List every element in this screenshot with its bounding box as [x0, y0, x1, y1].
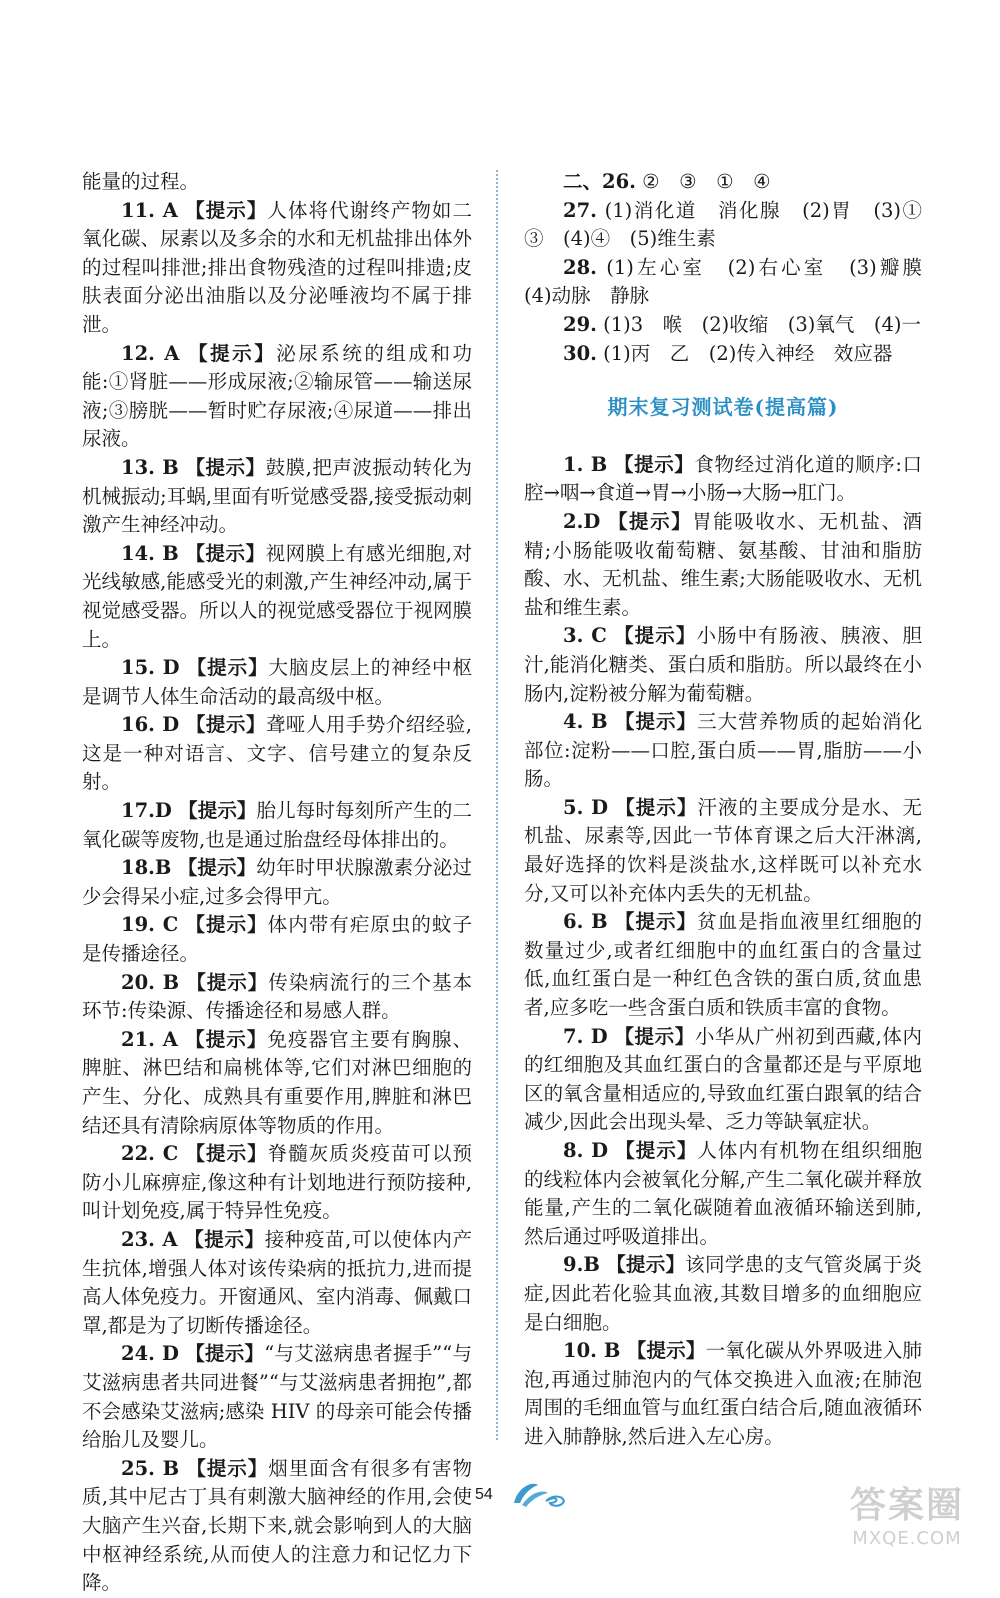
hint-label: 【提示】: [185, 1142, 268, 1166]
answer-text: (1)左心室 (2)右心室 (3)瓣膜 (4)动脉 静脉: [524, 255, 942, 308]
answer-text: 泌尿系统的组成和功能:①肾脏——形成尿液;②输尿管——输送尿液;③膀胱——暂时贮存尿液;④尿道——排出尿液。: [82, 341, 472, 451]
hint-label: 【提示】: [608, 509, 693, 533]
answer-item: [524, 1023, 922, 1137]
answer-text: 一氧化碳从外界吸进入肺泡,再通过肺泡内的气体交换进入血液;在肺泡周围的毛细血管与血红蛋白结合后,随血液循环进入肺静脉,然后进入左心房。: [524, 1339, 922, 1448]
answer-number: 9.B: [563, 1253, 600, 1277]
answer-number: 14. B: [121, 541, 179, 565]
answer-item: [524, 340, 922, 369]
answer-item: [524, 1337, 922, 1451]
answer-text: 烟里面含有很多有害物质,其中尼古丁具有刺激大脑神经的作用,会使大脑产生兴奋,长期下来,就会影响到人的大脑中枢神经系统,从而使人的注意力和记忆力下降。: [82, 1456, 472, 1595]
hint-label: 【提示】: [614, 452, 695, 476]
answer-item: [524, 622, 922, 708]
answer-item: [524, 1251, 922, 1337]
answer-number: 22. C: [121, 1142, 179, 1166]
watermark-logo: [832, 1484, 982, 1560]
answer-number: 6. B: [563, 910, 608, 934]
answer-item: [82, 340, 472, 454]
hint-label: 【提示】: [185, 198, 268, 222]
answer-item: [524, 168, 922, 197]
answer-text: 免疫器官主要有胸腺、脾脏、淋巴结和扁桃体等,它们对淋巴细胞的产生、分化、成熟具有重要作用,脾脏和淋巴结还具有清除病原体等物质的作用。: [82, 1027, 472, 1137]
answer-number: 25. B: [121, 1456, 180, 1480]
answer-item: [82, 911, 472, 968]
answer-number: 4. B: [563, 710, 608, 734]
hint-label: 【提示】: [614, 1024, 695, 1048]
answer-text: 聋哑人用手势介绍经验,这是一种对语言、文字、信号建立的复杂反射。: [82, 713, 472, 794]
answer-text: 贫血是指血液里红细胞的数量过少,或者红细胞中的血红蛋白的含量过低,血红蛋白是一种红色含铁的蛋白质,贫血患者,应多吃一些含蛋白质和铁质丰富的食物。: [524, 910, 922, 1020]
answer-text: 食物经过消化道的顺序:口腔→咽→食道→胃→小肠→大肠→肛门。: [524, 452, 922, 505]
hint-label: 【提示】: [614, 710, 698, 734]
answer-number: 二、26.: [563, 170, 636, 193]
answer-number: 18.B: [121, 856, 172, 880]
answer-number: 28.: [563, 255, 597, 279]
answer-item: [524, 1137, 922, 1251]
answer-number: 27.: [563, 198, 597, 222]
answer-item: [82, 711, 472, 797]
answer-text: 幼年时甲状腺激素分泌过少会得呆小症,过多会得甲亢。: [82, 856, 472, 908]
answer-item: [524, 311, 922, 340]
answer-item: [524, 794, 922, 908]
answer-number: 3. C: [563, 624, 607, 648]
answer-item: [82, 854, 472, 911]
right-column: [524, 168, 942, 1452]
answer-number: 30.: [563, 341, 597, 365]
hint-label: 【提示】: [615, 1139, 698, 1162]
answer-number: 23. A: [121, 1227, 178, 1251]
hint-label: 【提示】: [178, 799, 257, 823]
answer-text: (1)丙 乙 (2)传入神经 效应器: [603, 341, 893, 365]
answer-text: 人体将代谢终产物如二氧化碳、尿素以及多余的水和无机盐排出体外的过程叫排泄;排出食物残渣的过程叫排遗;皮肤表面分泌出油脂以及分泌唾液均不属于排泄。: [82, 198, 473, 336]
answer-text: (1)3 喉 (2)收缩 (3)氧气 (4)一: [603, 312, 922, 336]
answer-number: 11. A: [121, 198, 178, 222]
answer-number: 12. A: [121, 341, 180, 365]
hint-label: 【提示】: [185, 541, 266, 565]
answer-number: 13. B: [121, 455, 179, 479]
answer-number: 24. D: [121, 1342, 179, 1366]
hint-label: 【提示】: [186, 656, 269, 680]
hint-label: 【提示】: [614, 624, 697, 648]
hint-label: 【提示】: [177, 856, 257, 880]
watermark-sub: MXQE.COM: [852, 1528, 962, 1549]
answer-number: 5. D: [563, 795, 609, 819]
answer-text: 鼓膜,把声波振动转化为机械振动;耳蜗,里面有听觉感受器,接受振动刺激产生神经冲动。: [82, 455, 473, 537]
hint-label: 【提示】: [185, 1342, 265, 1366]
answer-item: [524, 508, 922, 622]
page-number: 54: [475, 1486, 493, 1503]
section-title: 期末复习测试卷(提高篇): [607, 395, 839, 420]
answer-text: 体内带有疟原虫的蚊子是传播途径。: [82, 913, 472, 966]
answer-number: 2.D: [563, 509, 601, 533]
column-divider: [496, 170, 498, 1440]
answer-number: 8. D: [563, 1139, 609, 1162]
leaf-ornament-icon: [508, 1477, 572, 1511]
answer-text: 大脑皮层上的神经中枢是调节人体生命活动的最高级中枢。: [82, 656, 473, 708]
hint-label: 【提示】: [185, 913, 268, 937]
hint-label: 【提示】: [626, 1339, 706, 1363]
answer-text: 脊髓灰质炎疫苗可以预防小儿麻痹症,像这种有计划地进行预防接种,叫计划免疫,属于特异性免疫。: [82, 1142, 472, 1223]
answer-item: [524, 197, 942, 254]
hint-label: 【提示】: [186, 1456, 269, 1480]
watermark-main: 答案圈: [849, 1485, 964, 1526]
answer-text: 该同学患的支气管炎属于炎症,因此若化验其血液,其数目增多的血细胞应是白细胞。: [524, 1253, 922, 1334]
answer-text: 胎儿每时每刻所产生的二氧化碳等废物,也是通过胎盘经母体排出的。: [82, 799, 472, 851]
answer-item: [82, 1140, 472, 1226]
answer-number: 20. B: [121, 970, 180, 994]
answer-text: 小肠中有肠液、胰液、胆汁,能消化糖类、蛋白质和脂肪。所以最终在小肠内,淀粉被分解为葡萄糖。: [524, 624, 922, 705]
answer-text: 接种疫苗,可以使体内产生抗体,增强人体对该传染病的抵抗力,进而提高人体免疫力。开窗通风、室内消毒、佩戴口罩,都是为了切断传播途径。: [82, 1227, 473, 1337]
answer-item: [82, 1340, 472, 1454]
hint-label: 【提示】: [188, 341, 277, 365]
answer-number: 7. D: [563, 1024, 608, 1048]
hint-label: 【提示】: [185, 455, 266, 479]
answer-text: 人体内有机物在组织细胞的线粒体内会被氧化分解,产生二氧化碳并释放能量,产生的二氧化碳随着血液循环输送到肺,然后通过呼吸道排出。: [524, 1139, 922, 1248]
answer-text: 传染病流行的三个基本环节:传染源、传播途径和易感人群。: [82, 970, 472, 1023]
answer-text: “与艾滋病患者握手”“与艾滋病患者共同进餐”“与艾滋病患者拥抱”,都不会感染艾滋病;感染 HIV 的母亲可能会传播给胎儿及婴儿。: [82, 1342, 472, 1452]
answer-number: 16. D: [121, 713, 180, 737]
answer-item: [82, 197, 472, 340]
answer-block-part2: [524, 168, 942, 368]
answer-text: 汗液的主要成分是水、无机盐、尿素等,因此一节体育课之后大汗淋漓,最好选择的饮料是淡盐水,这样既可以补充水分,又可以补充体内丢失的无机盐。: [524, 795, 922, 905]
left-column: [82, 168, 472, 1598]
answer-item: [82, 1026, 472, 1140]
answer-number: 21. A: [121, 1027, 178, 1051]
answer-item: [524, 708, 922, 794]
answer-item: [82, 1226, 472, 1340]
hint-label: 【提示】: [615, 795, 698, 819]
answer-text: 能量的过程。: [82, 170, 200, 193]
hint-label: 【提示】: [614, 910, 698, 934]
answer-number: 1. B: [563, 452, 608, 476]
hint-label: 【提示】: [185, 1027, 268, 1051]
hint-label: 【提示】: [186, 970, 269, 994]
answer-text: 胃能吸收水、无机盐、酒精;小肠能吸收葡萄糖、氨基酸、甘油和脂肪酸、水、无机盐、维生素;大肠能吸收水、无机盐和维生素。: [524, 509, 922, 619]
answer-item: [524, 451, 922, 508]
hint-label: 【提示】: [184, 1227, 265, 1251]
answer-text: ② ③ ① ④: [642, 170, 771, 193]
hint-label: 【提示】: [185, 713, 266, 737]
answer-number: 19. C: [121, 913, 179, 937]
answer-item: [82, 1455, 472, 1598]
answer-item: [524, 254, 942, 311]
answer-number: 29.: [563, 312, 597, 336]
answer-item: [82, 540, 472, 654]
answer-number: 10. B: [563, 1339, 621, 1363]
answer-item: [82, 969, 472, 1026]
answer-text: 三大营养物质的起始消化部位:淀粉——口腔,蛋白质——胃,脂肪——小肠。: [524, 710, 922, 791]
answer-block-final-review: [524, 451, 922, 1452]
answer-item: [82, 168, 472, 197]
answer-item: [524, 908, 922, 1022]
answer-text: 小华从广州初到西藏,体内的红细胞及其血红蛋白的含量都还是与平原地区的氧含量相适应的,导致血红蛋白跟氧的结合减少,因此会出现头晕、乏力等缺氧症状。: [524, 1024, 922, 1134]
answer-item: [82, 654, 472, 711]
answer-item: [82, 797, 472, 854]
answer-text: (1)消化道 消化腺 (2)胃 (3)① ③ (4)④ (5)维生素: [524, 198, 942, 251]
answer-item: [82, 454, 472, 540]
answer-text: 视网膜上有感光细胞,对光线敏感,能感受光的刺激,产生神经冲动,属于视觉感受器。所以人的视觉感受器位于视网膜上。: [82, 541, 473, 651]
answer-number: 15. D: [121, 656, 180, 680]
answer-number: 17.D: [121, 799, 172, 823]
hint-label: 【提示】: [606, 1253, 686, 1277]
